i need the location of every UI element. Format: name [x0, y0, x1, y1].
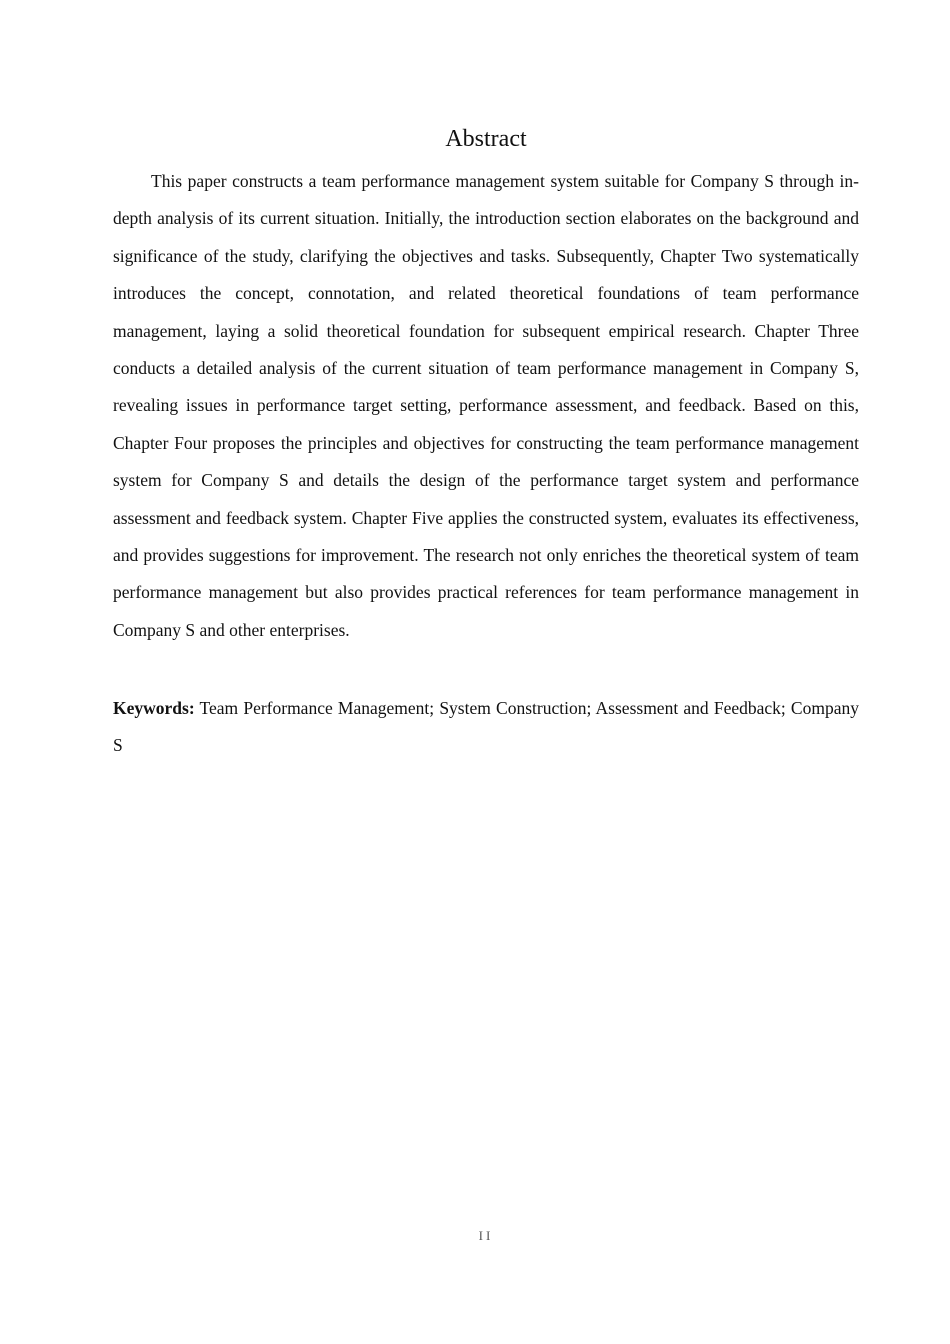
page-number: II: [478, 1228, 494, 1243]
keywords-label: Keywords:: [113, 698, 195, 718]
keywords-list: Team Performance Management; System Construction; Assessment and Feedback; Company S: [113, 698, 859, 756]
abstract-title: Abstract: [445, 126, 527, 152]
abstract-body: This paper constructs a team performance management system suitable for Company S through in-depth analysis of its current situation. Initially, the introduction section elaborates on the background and significance of the study, clarifying the objectives and tasks. Subsequently, Chapter Two systematically introduces the concept, connotation, and related theoretical foundations of team performance management, laying a solid theoretical foundation for subsequent empirical research. Chapter Three conducts a detailed analysis of the current situation of team performance management in Company S, revealing issues in performance target setting, performance assessment, and feedback. Based on this, Chapter Four proposes the principles and objectives for constructing the team performance management system for Company S and details the design of the performance target system and performance assessment and feedback system. Chapter Five applies the constructed system, evaluates its effectiveness, and provides suggestions for improvement. The research not only enriches the theoretical system of team performance management but also provides practical references for team performance management in Company S and other enterprises.: [113, 171, 859, 640]
keywords-paragraph: [113, 690, 859, 765]
